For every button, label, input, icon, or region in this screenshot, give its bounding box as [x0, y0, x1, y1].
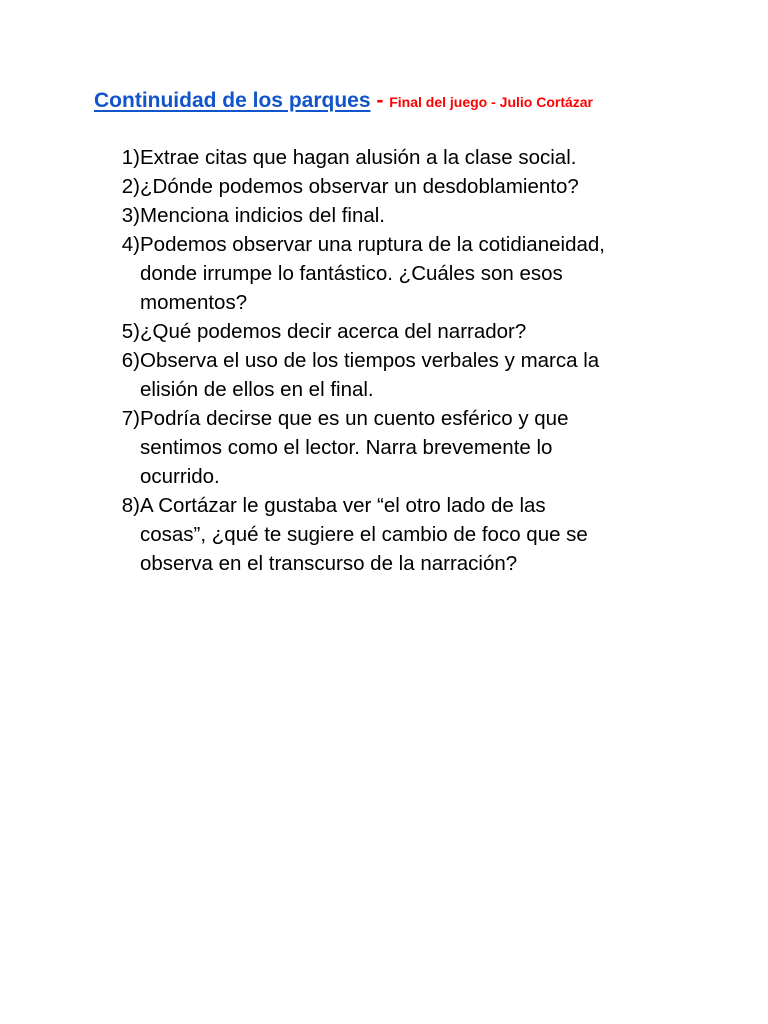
question-item-7	[112, 404, 712, 491]
question-text: ¿Dónde podemos observar un desdoblamiento?	[140, 175, 579, 198]
question-number: 1)	[121, 146, 140, 169]
question-text: Extrae citas que hagan alusión a la clase social.	[140, 146, 577, 169]
question-text: ¿Qué podemos decir acerca del narrador?	[140, 320, 527, 343]
question-text: Menciona indicios del final.	[140, 204, 385, 227]
title-separator: -	[370, 89, 390, 112]
question-number: 3)	[121, 204, 140, 227]
question-number: 5)	[121, 320, 140, 343]
document-title: Continuidad de los parques	[94, 89, 371, 112]
question-number: 8)	[121, 494, 140, 517]
question-number: 7)	[121, 407, 140, 430]
question-item-8	[112, 491, 712, 578]
question-text: Podemos observar una ruptura de la cotidianeidad, donde irrumpe lo fantástico. ¿Cuáles son esos momentos?	[140, 233, 605, 314]
question-text: A Cortázar le gustaba ver “el otro lado de las cosas”, ¿qué te sugiere el cambio de foco que se observa en el transcurso de la narración?	[140, 494, 588, 575]
document-header	[94, 86, 593, 118]
question-number: 6)	[121, 349, 140, 372]
question-item-1	[112, 143, 712, 172]
question-list	[112, 143, 712, 578]
question-text: Podría decirse que es un cuento esférico y que sentimos como el lector. Narra brevemente lo ocurrido.	[140, 407, 569, 488]
question-number: 2)	[121, 175, 140, 198]
question-item-3	[112, 201, 712, 230]
question-item-6	[112, 346, 712, 404]
question-item-2	[112, 172, 712, 201]
question-text: Observa el uso de los tiempos verbales y marca la elisión de ellos en el final.	[140, 349, 600, 401]
question-item-5	[112, 317, 712, 346]
question-item-4	[112, 230, 712, 317]
document-subtitle: Final del juego - Julio Cortázar	[389, 94, 594, 110]
question-number: 4)	[121, 233, 140, 256]
